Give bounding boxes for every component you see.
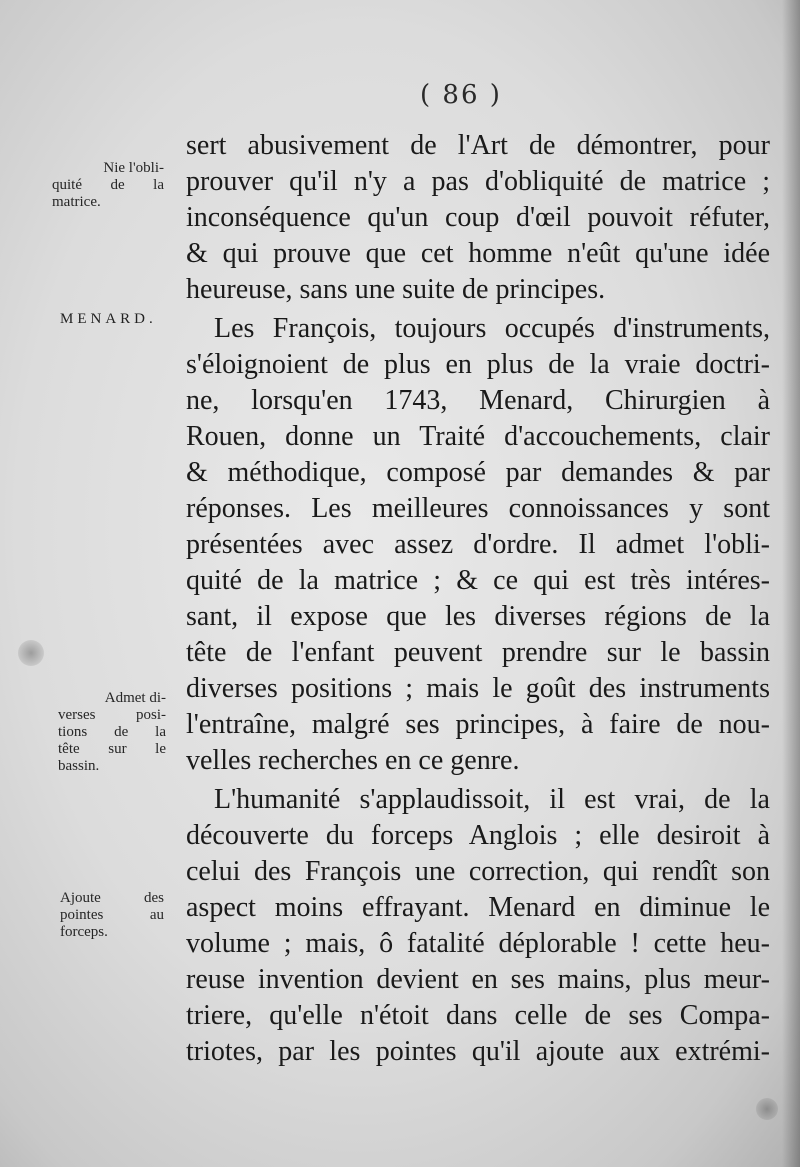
text-line: aspect moins effrayant. Menard en diminue le — [186, 892, 770, 923]
text-line: triotes, par les pointes qu'il ajoute aux extrémi- — [186, 1036, 770, 1067]
margin-note-line: quité de la — [52, 177, 164, 193]
text-line: quité de la matrice ; & ce qui est très intéres- — [186, 565, 770, 596]
margin-note-line: forceps. — [60, 924, 108, 940]
margin-note-obliquite — [52, 160, 164, 211]
text-line: prouver qu'il n'y a pas d'obliquité de matrice ; — [186, 166, 770, 197]
text-line: triere, qu'elle n'étoit dans celle de ses Compa- — [186, 1000, 770, 1031]
margin-note-line: Nie l'obli- — [103, 160, 164, 176]
text-line: heureuse, sans une suite de principes. — [186, 274, 606, 305]
text-line: inconséquence qu'un coup d'œil pouvoit réfuter, — [186, 202, 770, 233]
text-line: sert abusivement de l'Art de démontrer, pour — [186, 130, 770, 161]
ink-smudge — [18, 640, 44, 666]
page-number: ( 86 ) — [420, 80, 502, 110]
page-edge-shadow — [782, 0, 800, 1167]
text-line: tête de l'enfant peuvent prendre sur le bassin — [186, 637, 770, 668]
text-line: velles recherches en ce genre. — [186, 745, 520, 776]
text-line: sant, il expose que les diverses régions de la — [186, 601, 770, 632]
text-line: diverses positions ; mais le goût des instruments — [186, 673, 770, 704]
margin-note-menard: MENARD. — [60, 311, 157, 327]
text-line: celui des François une correction, qui rendît son — [186, 856, 770, 887]
text-line: ne, lorsqu'en 1743, Menard, Chirurgien à — [186, 385, 770, 416]
text-line: présentées avec assez d'ordre. Il admet l'obli- — [186, 529, 770, 560]
text-line: Les François, toujours occupés d'instruments, — [214, 313, 770, 344]
text-line: découverte du forceps Anglois ; elle desiroit à — [186, 820, 770, 851]
margin-note-line: Ajoute des — [60, 890, 164, 906]
margin-note-ajoute — [60, 890, 164, 941]
text-line: & qui prouve que cet homme n'eût qu'une idée — [186, 238, 770, 269]
margin-note-line: verses posi- — [58, 707, 166, 723]
text-line: Rouen, donne un Traité d'accouchements, clair — [186, 421, 770, 452]
text-line: l'entraîne, malgré ses principes, à faire de nou- — [186, 709, 770, 740]
margin-note-line: tions de la — [58, 724, 166, 740]
text-line: s'éloignoient de plus en plus de la vraie doctri- — [186, 349, 770, 380]
text-line: L'humanité s'applaudissoit, il est vrai, de la — [214, 784, 770, 815]
text-line: réponses. Les meilleures connoissances y sont — [186, 493, 770, 524]
margin-note-line: Admet di- — [104, 690, 166, 706]
margin-note-line: bassin. — [58, 758, 100, 774]
text-line: & méthodique, composé par demandes & par — [186, 457, 770, 488]
text-line: volume ; mais, ô fatalité déplorable ! cette heu- — [186, 928, 770, 959]
margin-note-admet — [58, 690, 166, 775]
margin-note-line: pointes au — [60, 907, 164, 923]
ink-smudge — [756, 1098, 778, 1120]
margin-note-line: tête sur le — [58, 741, 166, 757]
margin-note-line: matrice. — [52, 194, 101, 210]
text-line: reuse invention devient en ses mains, plus meur- — [186, 964, 770, 995]
